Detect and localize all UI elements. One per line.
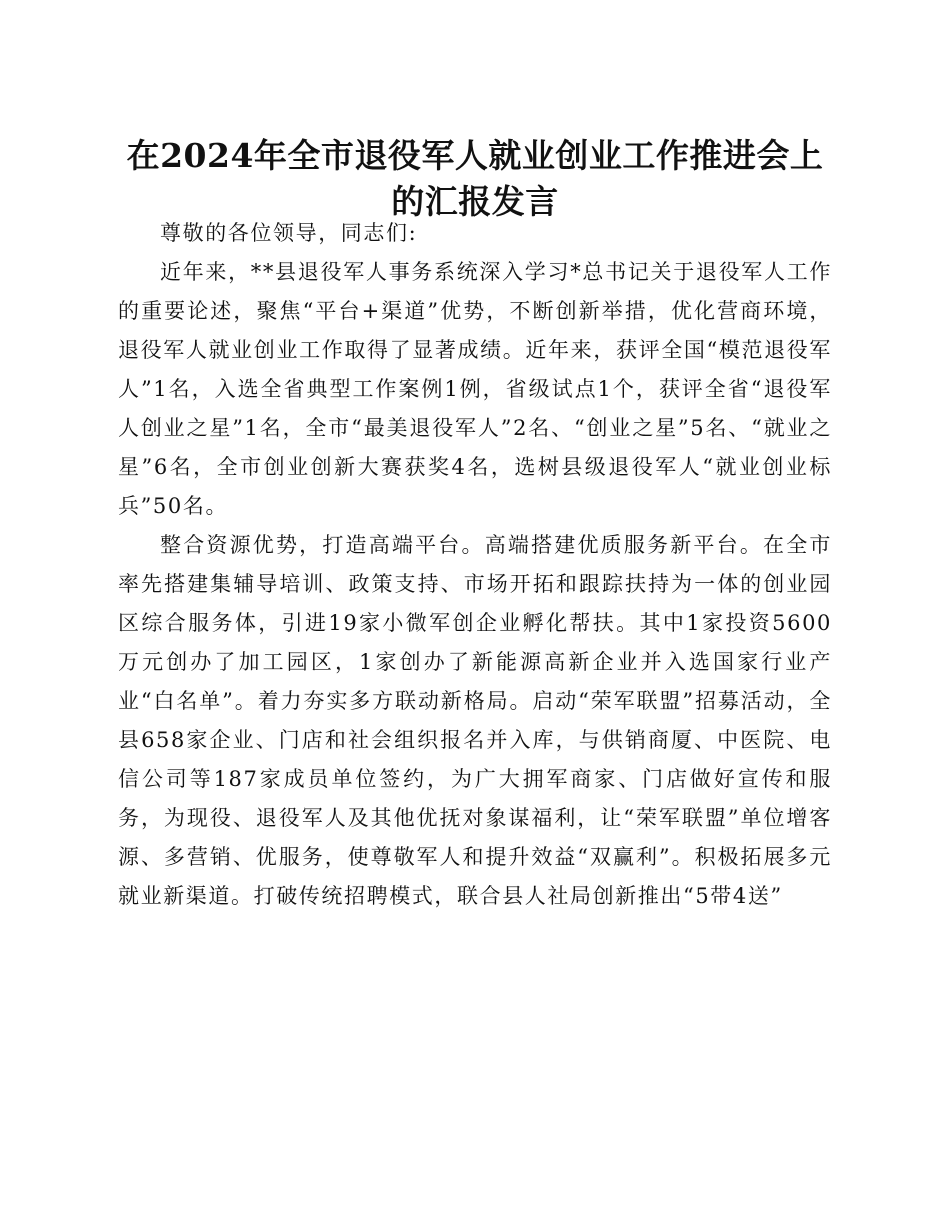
document-title: 在2024年全市退役军人就业创业工作推进会上的汇报发言 [126, 136, 824, 221]
document-body [118, 214, 832, 916]
salutation-paragraph: 尊敬的各位领导，同志们: [160, 221, 418, 245]
platform-paragraph: 整合资源优势，打造高端平台。高端搭建优质服务新平台。在全市率先搭建集辅导培训、政策支持、市场开拓和跟踪扶持为一体的创业园区综合服务体，引进19家小微军创企业孵化帮扶。其中1家投资5600万元创办了加工园区，1家创办了新能源高新企业并入选国家行业产业“白名单”。着力夯实多方联动新格局。启动“荣军联盟”招募活动，全县658家企业、门店和社会组织报名并入库，与供销商厦、中医院、电信公司等187家成员单位签约，为广大拥军商家、门店做好宣传和服务，为现役、退役军人及其他优抚对象谋福利，让“荣军联盟”单位增客源、多营销、优服务，使尊敬军人和提升效益“双赢利”。积极拓展多元就业新渠道。打破传统招聘模式，联合县人社局创新推出“5带4送” [118, 533, 832, 908]
achievements-paragraph: 近年来，**县退役军人事务系统深入学习*总书记关于退役军人工作的重要论述，聚焦“平台+渠道”优势，不断创新举措，优化营商环境，退役军人就业创业工作取得了显著成绩。近年来，获评全国“模范退役军人”1名，入选全省典型工作案例1例，省级试点1个，获评全省“退役军人创业之星”1名，全市“最美退役军人”2名、“创业之星”5名、“就业之星”6名，全市创业创新大赛获奖4名，选树县级退役军人“就业创业标兵”50名。 [118, 260, 832, 518]
